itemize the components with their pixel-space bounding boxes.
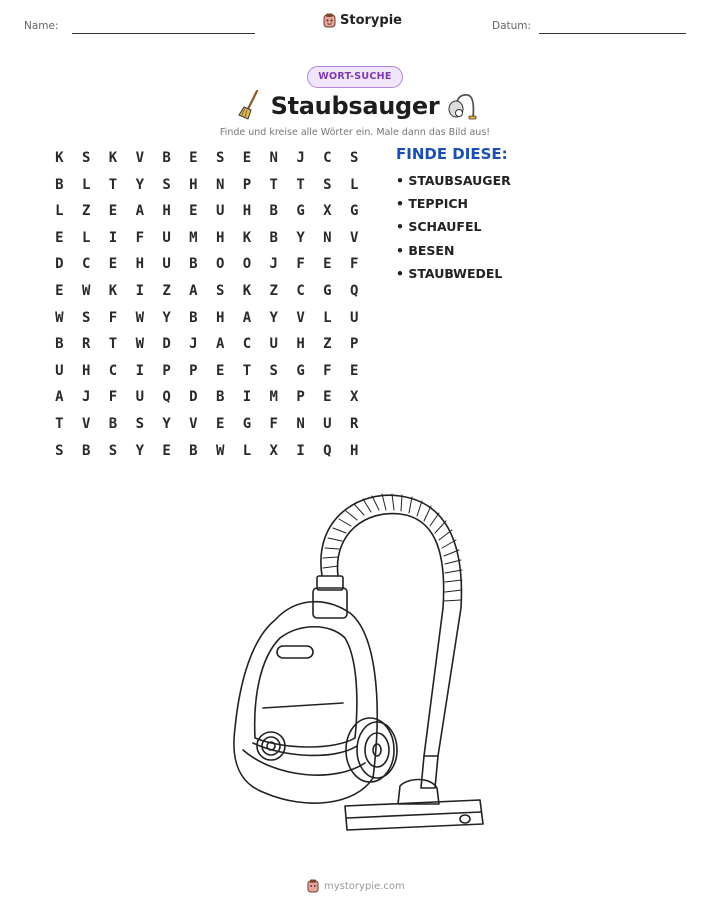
grid-letter: H bbox=[215, 229, 225, 246]
grid-letter: B bbox=[81, 442, 91, 459]
grid-letter: B bbox=[108, 415, 118, 432]
grid-letter: I bbox=[135, 282, 144, 299]
grid-letter: A bbox=[189, 282, 198, 299]
grid-letter: A bbox=[55, 389, 64, 406]
brand-name: Storypie bbox=[340, 13, 402, 28]
grid-letter: E bbox=[215, 415, 225, 432]
grid-letter: B bbox=[189, 256, 198, 273]
grid-letter: H bbox=[135, 256, 144, 273]
grid-letter: W bbox=[215, 442, 225, 459]
grid-letter: J bbox=[269, 256, 278, 273]
grid-letter: H bbox=[162, 203, 171, 220]
grid-letter: D bbox=[189, 389, 198, 406]
grid-letter: E bbox=[108, 256, 118, 273]
grid-letter: Q bbox=[349, 282, 359, 299]
grid-letter: I bbox=[135, 362, 144, 379]
grid-letter: V bbox=[189, 415, 198, 432]
grid-row bbox=[46, 172, 368, 199]
grid-letter: G bbox=[349, 203, 359, 220]
activity-badge: WORT-SUCHE bbox=[307, 66, 403, 88]
vacuum-cleaner-coloring-illustration bbox=[225, 488, 490, 853]
grid-letter: B bbox=[55, 336, 64, 353]
grid-letter: M bbox=[269, 389, 278, 406]
grid-letter: A bbox=[215, 336, 225, 353]
grid-letter: O bbox=[215, 256, 225, 273]
grid-letter: J bbox=[296, 150, 305, 166]
storypie-logo-icon bbox=[323, 13, 336, 28]
grid-letter: B bbox=[215, 389, 225, 406]
grid-letter: E bbox=[215, 362, 225, 379]
grid-letter: Y bbox=[135, 176, 144, 193]
grid-letter: H bbox=[215, 309, 225, 326]
grid-letter: G bbox=[242, 415, 252, 432]
grid-letter: Z bbox=[81, 203, 91, 220]
grid-letter: R bbox=[349, 415, 359, 432]
grid-letter: A bbox=[242, 309, 252, 326]
grid-letter: U bbox=[269, 336, 278, 353]
grid-letter: S bbox=[108, 442, 118, 459]
grid-letter: E bbox=[242, 150, 252, 166]
grid-letter: T bbox=[108, 336, 118, 353]
grid-letter: B bbox=[269, 203, 278, 220]
grid-letter: S bbox=[215, 282, 225, 299]
grid-letter: W bbox=[135, 336, 144, 353]
word-list bbox=[396, 172, 511, 288]
grid-letter: K bbox=[108, 282, 118, 299]
brand bbox=[323, 13, 402, 28]
footer bbox=[307, 879, 405, 893]
grid-letter: J bbox=[81, 389, 91, 406]
grid-letter: S bbox=[269, 362, 278, 379]
grid-letter: Z bbox=[269, 282, 278, 299]
grid-letter: V bbox=[296, 309, 305, 326]
grid-row bbox=[46, 251, 368, 278]
grid-letter: I bbox=[108, 229, 118, 246]
grid-letter: U bbox=[215, 203, 225, 220]
grid-letter: B bbox=[162, 150, 171, 166]
grid-letter: Y bbox=[162, 415, 171, 432]
grid-letter: B bbox=[189, 309, 198, 326]
grid-letter: S bbox=[81, 309, 91, 326]
grid-letter: C bbox=[242, 336, 252, 353]
grid-row bbox=[46, 358, 368, 385]
grid-letter: S bbox=[55, 442, 64, 459]
grid-letter: T bbox=[108, 176, 118, 193]
grid-letter: G bbox=[296, 362, 305, 379]
date-label: Datum: bbox=[492, 20, 532, 32]
grid-letter: F bbox=[135, 229, 144, 246]
grid-letter: S bbox=[135, 415, 144, 432]
grid-letter: C bbox=[108, 362, 118, 379]
grid-letter: E bbox=[349, 362, 359, 379]
instructions: Finde und kreise alle Wörter ein. Male dann das Bild aus! bbox=[219, 127, 491, 138]
grid-letter: K bbox=[55, 150, 64, 166]
grid-letter: Y bbox=[296, 229, 305, 246]
grid-letter: T bbox=[242, 362, 252, 379]
grid-letter: Q bbox=[323, 442, 332, 459]
grid-letter: V bbox=[81, 415, 91, 432]
word-item: • BESEN bbox=[396, 242, 511, 265]
word-search-grid bbox=[46, 145, 368, 464]
word-item: • STAUBWEDEL bbox=[396, 265, 511, 288]
grid-letter: K bbox=[108, 150, 118, 166]
grid-letter: D bbox=[162, 336, 171, 353]
grid-letter: E bbox=[189, 150, 198, 166]
grid-letter: U bbox=[349, 309, 359, 326]
grid-letter: T bbox=[55, 415, 64, 432]
grid-letter: E bbox=[162, 442, 171, 459]
grid-letter: F bbox=[269, 415, 278, 432]
grid-letter: C bbox=[323, 150, 332, 166]
word-item: • STAUBSAUGER bbox=[396, 172, 511, 195]
grid-letter: Y bbox=[162, 309, 171, 326]
grid-letter: B bbox=[189, 442, 198, 459]
grid-letter: P bbox=[189, 362, 198, 379]
grid-letter: T bbox=[269, 176, 278, 193]
grid-letter: Z bbox=[323, 336, 332, 353]
grid-row bbox=[46, 438, 368, 465]
grid-letter: S bbox=[162, 176, 171, 193]
word-item: • TEPPICH bbox=[396, 195, 511, 218]
grid-letter: L bbox=[242, 442, 252, 459]
grid-row bbox=[46, 384, 368, 411]
grid-letter: C bbox=[81, 256, 91, 273]
grid-letter: P bbox=[242, 176, 252, 193]
grid-letter: W bbox=[81, 282, 91, 299]
grid-row bbox=[46, 198, 368, 225]
grid-letter: W bbox=[135, 309, 144, 326]
grid-letter: B bbox=[269, 229, 278, 246]
grid-letter: O bbox=[242, 256, 252, 273]
grid-letter: K bbox=[242, 229, 252, 246]
grid-letter: N bbox=[323, 229, 332, 246]
grid-letter: U bbox=[323, 415, 332, 432]
grid-letter: V bbox=[349, 229, 359, 246]
grid-letter: M bbox=[189, 229, 198, 246]
find-list-title: FINDE DIESE: bbox=[396, 145, 508, 163]
grid-letter: Z bbox=[162, 282, 171, 299]
grid-letter: R bbox=[81, 336, 91, 353]
grid-letter: E bbox=[189, 203, 198, 220]
name-line bbox=[72, 33, 255, 34]
grid-letter: E bbox=[55, 229, 64, 246]
grid-letter: U bbox=[55, 362, 64, 379]
grid-letter: H bbox=[189, 176, 198, 193]
page-title: Staubsauger bbox=[270, 92, 440, 120]
grid-letter: L bbox=[81, 176, 91, 193]
grid-letter: N bbox=[296, 415, 305, 432]
grid-letter: Y bbox=[135, 442, 144, 459]
grid-letter: P bbox=[349, 336, 359, 353]
grid-row bbox=[46, 411, 368, 438]
grid-letter: I bbox=[242, 389, 252, 406]
grid-letter: G bbox=[296, 203, 305, 220]
grid-letter: L bbox=[323, 309, 332, 326]
grid-letter: T bbox=[296, 176, 305, 193]
storypie-logo-icon bbox=[307, 879, 319, 893]
grid-letter: P bbox=[296, 389, 305, 406]
grid-letter: L bbox=[55, 203, 64, 220]
grid-letter: S bbox=[215, 150, 225, 166]
grid-letter: N bbox=[215, 176, 225, 193]
grid-letter: H bbox=[296, 336, 305, 353]
footer-url: mystorypie.com bbox=[324, 880, 405, 892]
grid-letter: E bbox=[55, 282, 64, 299]
date-line bbox=[539, 33, 686, 34]
grid-letter: W bbox=[55, 309, 64, 326]
grid-letter: S bbox=[349, 150, 359, 166]
vacuum-cleaner-icon bbox=[447, 92, 477, 120]
name-label: Name: bbox=[24, 20, 59, 32]
grid-letter: D bbox=[55, 256, 64, 273]
grid-letter: H bbox=[242, 203, 252, 220]
grid-letter: I bbox=[296, 442, 305, 459]
grid-letter: E bbox=[323, 256, 332, 273]
grid-row bbox=[46, 145, 368, 172]
grid-row bbox=[46, 278, 368, 305]
grid-letter: Y bbox=[269, 309, 278, 326]
grid-letter: L bbox=[349, 176, 359, 193]
grid-row bbox=[46, 225, 368, 252]
grid-letter: F bbox=[108, 389, 118, 406]
grid-row bbox=[46, 331, 368, 358]
grid-letter: N bbox=[269, 150, 278, 166]
grid-letter: F bbox=[108, 309, 118, 326]
grid-letter: A bbox=[135, 203, 144, 220]
grid-letter: E bbox=[108, 203, 118, 220]
grid-letter: X bbox=[323, 203, 332, 220]
grid-letter: U bbox=[162, 256, 171, 273]
grid-letter: C bbox=[296, 282, 305, 299]
grid-letter: L bbox=[81, 229, 91, 246]
grid-letter: Q bbox=[162, 389, 171, 406]
grid-letter: B bbox=[55, 176, 64, 193]
grid-letter: X bbox=[269, 442, 278, 459]
grid-row bbox=[46, 305, 368, 332]
grid-letter: F bbox=[349, 256, 359, 273]
grid-letter: S bbox=[323, 176, 332, 193]
word-item: • SCHAUFEL bbox=[396, 218, 511, 241]
grid-letter: E bbox=[323, 389, 332, 406]
grid-letter: V bbox=[135, 150, 144, 166]
grid-letter: G bbox=[323, 282, 332, 299]
grid-letter: X bbox=[349, 389, 359, 406]
grid-letter: F bbox=[296, 256, 305, 273]
grid-letter: P bbox=[162, 362, 171, 379]
grid-letter: H bbox=[349, 442, 359, 459]
grid-letter: H bbox=[81, 362, 91, 379]
grid-letter: S bbox=[81, 150, 91, 166]
grid-letter: F bbox=[323, 362, 332, 379]
grid-letter: U bbox=[162, 229, 171, 246]
grid-letter: J bbox=[189, 336, 198, 353]
grid-letter: K bbox=[242, 282, 252, 299]
grid-letter: U bbox=[135, 389, 144, 406]
